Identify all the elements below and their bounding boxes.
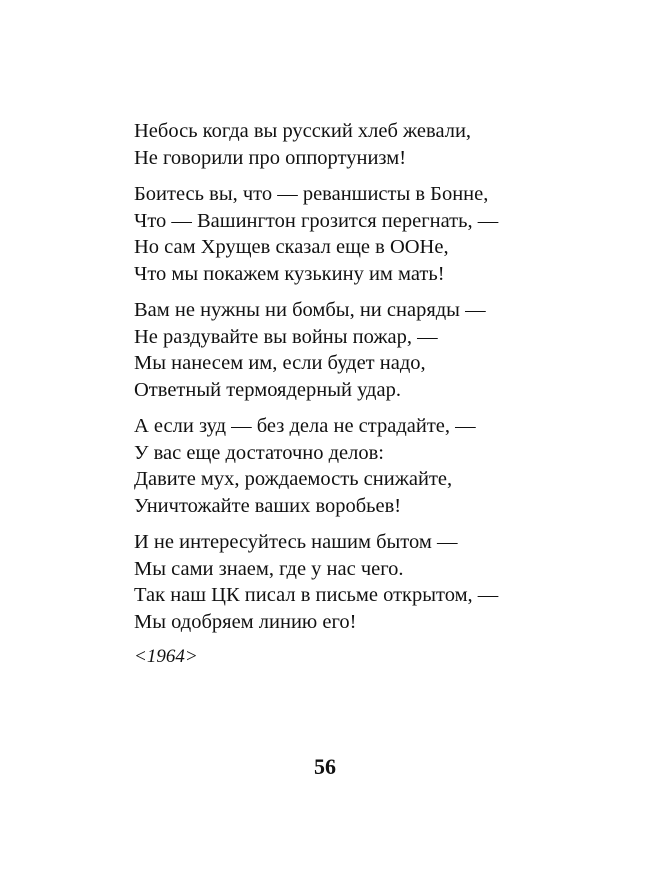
poem xyxy=(134,118,604,669)
poem-line: А если зуд — без дела не страдайте, — xyxy=(134,415,476,437)
stanza-4 xyxy=(134,413,604,519)
poem-line: Давите мух, рождаемость снижайте, xyxy=(134,468,453,490)
poem-line: У вас еще достаточно делов: xyxy=(134,441,384,464)
poem-line: Мы нанесем им, если будет надо, xyxy=(134,352,426,374)
poem-line: Мы одобряем линию его! xyxy=(134,610,357,633)
stanza-5 xyxy=(134,529,604,635)
poem-date: <1964> xyxy=(134,646,198,667)
poem-line: Вам не нужны ни бомбы, ни снаряды — xyxy=(134,299,486,321)
page-number: 56 xyxy=(314,754,336,779)
poem-line: Небось когда вы русский хлеб жевали, xyxy=(134,120,472,142)
poem-line: Так наш ЦК писал в письме открытом, — xyxy=(134,584,499,606)
stanza-1 xyxy=(134,118,604,171)
poem-line: Не говорили про оппортунизм! xyxy=(134,146,407,169)
stanza-3 xyxy=(134,297,604,403)
poem-line: И не интересуйтесь нашим бытом — xyxy=(134,531,458,553)
stanza-2 xyxy=(134,181,604,287)
poem-line: Что — Вашингтон грозится перегнать, — xyxy=(134,209,499,232)
poem-line: Не раздувайте вы войны пожар, — xyxy=(134,325,438,348)
poem-line: Но сам Хрущев сказал еще в ООНе, xyxy=(134,236,449,258)
poem-line: Ответный термоядерный удар. xyxy=(134,378,401,401)
poem-line: Что мы покажем кузькину им мать! xyxy=(134,262,445,285)
poem-line: Уничтожайте ваших воробьев! xyxy=(134,494,402,517)
poem-line: Боитесь вы, что — реваншисты в Бонне, xyxy=(134,183,489,205)
poem-line: Мы сами знаем, где у нас чего. xyxy=(134,557,404,580)
